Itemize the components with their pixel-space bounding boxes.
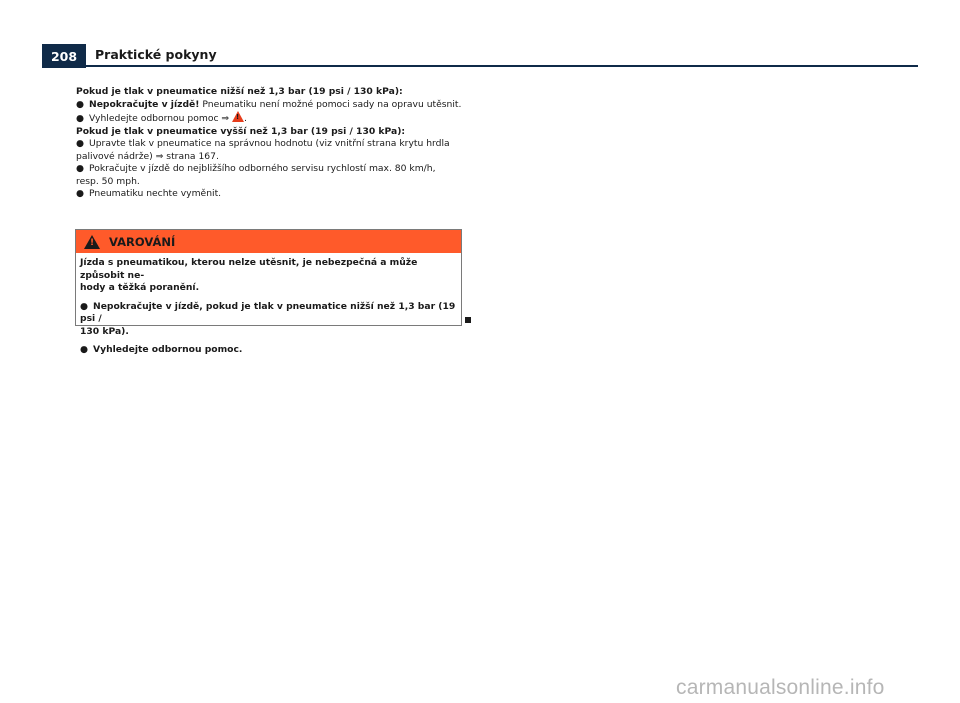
warning-bullet-line2: 130 kPa). (80, 325, 129, 337)
bullet-text: Pneumatiku není možné pomoci sady na opravu utěsnit. (199, 98, 462, 110)
list-item (76, 138, 464, 163)
bullet-bold-text: Nepokračujte v jízdě! (89, 98, 200, 110)
warning-list-item (80, 344, 457, 357)
list-item (76, 163, 464, 188)
section1-heading: Pokud je tlak v pneumatice nižší než 1,3 bar (19 psi / 130 kPa): (76, 86, 403, 97)
main-content (76, 86, 464, 201)
bullet-icon: ● (76, 98, 85, 110)
bullet-suffix: . (244, 113, 247, 124)
bullet-text-line2: resp. 50 mph. (76, 175, 140, 187)
bullet-icon: ● (76, 113, 85, 124)
section-end-marker (465, 317, 471, 323)
page-number: 208 (42, 44, 86, 68)
warning-paragraph-line1: Jízda s pneumatikou, kterou nelze utěsnit, je nebezpečná a může způsobit ne- (80, 257, 418, 281)
bullet-icon: ● (76, 188, 85, 199)
warning-title: VAROVÁNÍ (109, 234, 176, 249)
warning-bullet-text: Vyhledejte odbornou pomoc. (93, 344, 243, 355)
list-item (76, 99, 464, 112)
bullet-icon: ● (76, 138, 85, 149)
section-title: Praktické pokyny (95, 47, 217, 62)
warning-box (75, 229, 462, 355)
exclamation-icon: ! (90, 237, 95, 248)
bullet-icon: ● (80, 300, 89, 312)
warning-body (76, 253, 461, 357)
watermark: carmanualsonline.info (676, 676, 885, 699)
bullet-text-line1: Pokračujte v jízdě do nejbližšího odborného servisu rychlostí max. 80 km/h, (89, 163, 436, 174)
bullet-text-line2: palivové nádrže) ⇒ strana 167. (76, 150, 219, 162)
bullet-text-line1: Upravte tlak v pneumatice na správnou hodnotu (viz vnitřní strana krytu hrdla (89, 138, 450, 149)
bullet-icon: ● (80, 344, 89, 355)
warning-paragraph-line2: hody a těžká poranění. (80, 282, 200, 293)
exclamation-icon: ! (236, 113, 240, 121)
warning-header (76, 230, 461, 253)
bullet-icon: ● (76, 163, 85, 174)
bullet-text: Pneumatiku nechte vyměnit. (89, 188, 222, 199)
header-rule (86, 65, 918, 67)
warning-paragraph (80, 257, 457, 295)
warning-triangle-icon (84, 235, 100, 249)
warning-triangle-icon[interactable] (232, 111, 244, 122)
bullet-text: Vyhledejte odbornou pomoc ⇒ (89, 113, 233, 124)
list-item (76, 111, 464, 126)
list-item (76, 188, 464, 201)
warning-bullet-line1: Nepokračujte v jízdě, pokud je tlak v pneumatice nižší než 1,3 bar (19 psi / (80, 300, 456, 324)
section2-heading: Pokud je tlak v pneumatice vyšší než 1,3 bar (19 psi / 130 kPa): (76, 125, 406, 137)
warning-list-item (80, 301, 457, 339)
